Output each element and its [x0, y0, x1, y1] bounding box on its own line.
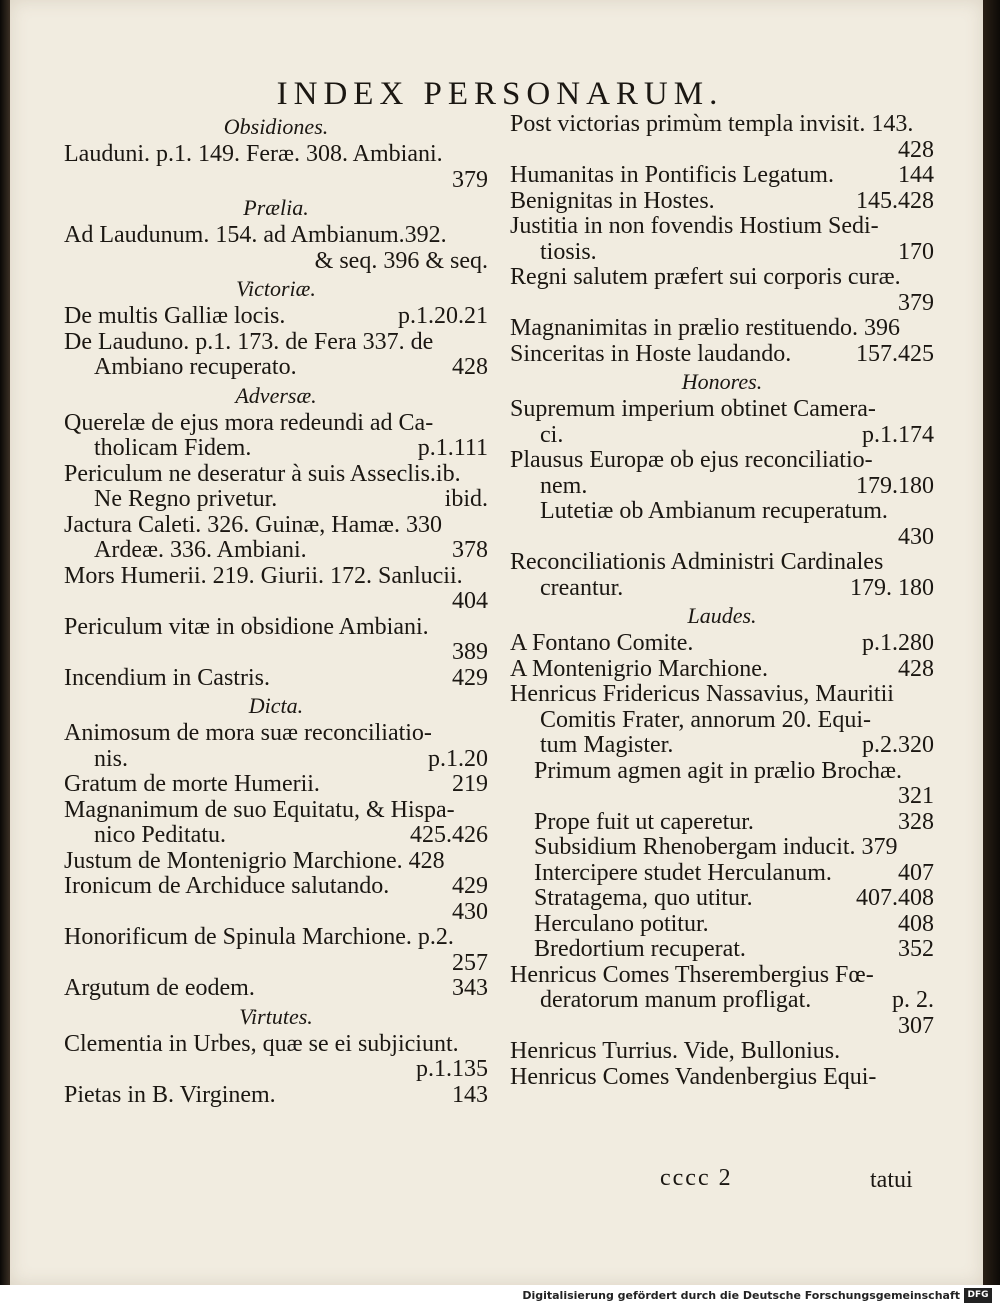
entry-text: A Montenigrio Marchione. — [510, 655, 768, 682]
index-entry — [510, 963, 934, 989]
index-entry — [510, 189, 934, 215]
entry-text: Magnanimum de suo Equitatu, & Hispa- — [64, 796, 455, 823]
page-edge — [983, 0, 1000, 1285]
index-entry — [64, 462, 488, 488]
entry-text: De Lauduno. p.1. 173. de Fera 337. de — [64, 328, 434, 355]
catchword: tatui — [870, 1167, 913, 1193]
entry-text: Benignitas in Hostes. — [510, 187, 715, 214]
index-entry — [510, 342, 934, 368]
dfg-logo: DFG — [964, 1288, 992, 1303]
section-heading — [64, 1002, 488, 1032]
index-entry-continuation — [510, 733, 934, 759]
page-number: p.1.174 — [862, 421, 934, 448]
entry-text: Bredortium recuperat. — [534, 936, 746, 962]
entry-text: tiosis. — [540, 238, 597, 265]
page-reference-line — [510, 291, 934, 317]
index-entry-continuation — [64, 747, 488, 773]
entry-text: Incendium in Castris. — [64, 664, 270, 691]
page-number: ibid. — [444, 486, 488, 512]
index-subentry — [510, 886, 934, 912]
entry-text: De multis Galliæ locis. — [64, 303, 286, 329]
entry-text: A Fontano Comite. — [510, 630, 694, 656]
entry-text: 404 — [452, 588, 488, 614]
entry-text: Ambiano recuperato. — [94, 354, 297, 380]
index-entry — [64, 1032, 488, 1058]
entry-text: 379 — [452, 166, 488, 193]
entry-text: 321 — [898, 783, 934, 809]
entry-text: Gratum de morte Humerii. — [64, 771, 320, 797]
footer-credit: Digitalisierung gefördert durch die Deutsche Forschungsgemeinschaft — [522, 1289, 960, 1302]
page-number: 425.426 — [410, 822, 488, 848]
entry-text: Post victorias primùm templa invisit. 143. — [510, 111, 914, 137]
entry-text: 430 — [452, 898, 488, 925]
page-number: p.1.20.21 — [398, 303, 488, 329]
index-entry — [64, 615, 488, 641]
page-number: 328 — [898, 808, 934, 835]
binding-gutter — [0, 0, 10, 1285]
index-entry-continuation — [510, 240, 934, 266]
index-entry-continuation — [510, 499, 934, 525]
footer-bar — [0, 1285, 1000, 1307]
entry-text: Obsidiones. — [223, 114, 329, 139]
entry-text: Prælia. — [243, 195, 309, 220]
index-subentry — [510, 937, 934, 963]
entry-text: Animosum de mora suæ reconciliatio- — [64, 720, 432, 746]
index-entry — [64, 330, 488, 356]
page-reference-line — [64, 249, 488, 275]
index-entry — [64, 142, 488, 168]
entry-text: Dicta. — [248, 693, 304, 718]
entry-text: Henricus Comes Vandenbergius Equi- — [510, 1063, 877, 1090]
page-reference-line — [510, 138, 934, 164]
page-number: p.1.111 — [417, 435, 488, 461]
index-subentry — [510, 759, 934, 785]
index-entry — [64, 564, 488, 590]
entry-text: Humanitas in Pontificis Legatum. — [510, 162, 834, 188]
page-header: INDEX PERSONARUM. — [276, 76, 724, 112]
entry-text: Reconciliationis Administri Cardinales — [510, 549, 884, 575]
page-number: 407 — [898, 859, 934, 886]
entry-text: Ardeæ. 336. Ambiani. — [94, 537, 307, 563]
entry-text: 307 — [898, 1012, 934, 1039]
entry-text: Ad Laudunum. 154. ad Ambianum.392. — [64, 222, 447, 248]
page-reference-line — [510, 1014, 934, 1040]
entry-text: Ironicum de Archiduce salutando. — [64, 873, 390, 899]
index-entry — [64, 925, 488, 951]
index-subentry — [510, 835, 934, 861]
page-number: p. 2. — [892, 987, 934, 1013]
entry-text: 379 — [898, 289, 934, 316]
entry-text: tum Magister. — [540, 732, 674, 758]
entry-text: Stratagema, quo utitur. — [534, 885, 753, 911]
entry-text: Periculum ne deseratur à suis Asseclis.ib. — [64, 460, 461, 487]
index-entry-continuation — [510, 423, 934, 449]
index-entry — [64, 849, 488, 875]
entry-text: Querelæ de ejus mora redeundi ad Ca- — [64, 409, 434, 436]
entry-text: deratorum manum profligat. — [540, 987, 812, 1013]
page-number: 343 — [452, 975, 488, 1001]
section-heading — [64, 274, 488, 304]
page-reference-line — [64, 1057, 488, 1083]
page-reference-line — [64, 640, 488, 666]
page-number: p.2.320 — [862, 732, 934, 758]
entry-text: creantur. — [540, 574, 624, 601]
entry-text: Prope fuit ut caperetur. — [534, 808, 754, 835]
entry-text: Lauduni. p.1. 149. Feræ. 308. Ambiani. — [64, 141, 443, 167]
index-entry — [64, 874, 488, 900]
page-number: 179. 180 — [850, 574, 934, 601]
entry-text: Herculano potitur. — [534, 910, 709, 937]
index-entry — [510, 631, 934, 657]
index-entry-continuation — [64, 823, 488, 849]
section-heading — [64, 691, 488, 721]
page-number: 179.180 — [856, 472, 934, 499]
entry-text: Intercipere studet Herculanum. — [534, 859, 832, 886]
entry-text: Mors Humerii. 219. Giurii. 172. Sanlucii. — [64, 562, 463, 589]
index-entry — [510, 1065, 934, 1091]
entry-text: Ne Regno privetur. — [94, 486, 278, 512]
page-number: 219 — [452, 771, 488, 797]
page-number: 378 — [452, 537, 488, 563]
page-reference-line — [510, 784, 934, 810]
index-entry — [64, 1083, 488, 1109]
entry-text: 389 — [452, 639, 488, 665]
index-entry — [64, 976, 488, 1002]
section-heading — [64, 193, 488, 223]
page-number: 429 — [452, 664, 488, 691]
page-number: 143 — [452, 1081, 488, 1108]
entry-text: 257 — [452, 949, 488, 976]
page-number: p.1.280 — [862, 630, 934, 656]
index-entry — [510, 550, 934, 576]
index-entry — [510, 316, 934, 342]
index-entry — [64, 798, 488, 824]
index-entry-continuation — [510, 576, 934, 602]
entry-text: Plausus Europæ ob ejus reconciliatio- — [510, 447, 873, 473]
entry-text: p.1.135 — [416, 1056, 488, 1082]
entry-text: Regni salutem præfert sui corporis curæ. — [510, 264, 901, 290]
index-entry — [510, 265, 934, 291]
entry-text: Henricus Turrius. Vide, Bullonius. — [510, 1038, 841, 1064]
section-heading — [64, 112, 488, 142]
entry-text: Argutum de eodem. — [64, 975, 255, 1001]
page-number: p.1.20 — [428, 745, 488, 772]
entry-text: nis. — [94, 745, 129, 772]
index-entry — [510, 448, 934, 474]
entry-text: Honorificum de Spinula Marchione. p.2. — [64, 924, 454, 950]
page-number: 170 — [898, 238, 934, 265]
entry-text: Lutetiæ ob Ambianum recuperatum. — [540, 498, 888, 524]
index-entry — [510, 214, 934, 240]
index-subentry — [510, 861, 934, 887]
entry-text: 428 — [898, 136, 934, 163]
index-entry-continuation — [510, 988, 934, 1014]
page-reference-line — [510, 525, 934, 551]
page-number: 428 — [898, 655, 934, 682]
entry-text: Justitia in non fovendis Hostium Sedi- — [510, 213, 879, 239]
index-entry — [510, 1039, 934, 1065]
page-number: 408 — [898, 910, 934, 937]
index-entry — [510, 112, 934, 138]
index-entry-continuation — [64, 436, 488, 462]
page-reference-line — [64, 951, 488, 977]
index-entry — [64, 513, 488, 539]
entry-text: Justum de Montenigrio Marchione. 428 — [64, 847, 445, 874]
entry-text: Virtutes. — [239, 1003, 313, 1029]
entry-text: Subsidium Rhenobergam inducit. 379 — [534, 834, 898, 860]
entry-text: Pietas in B. Virginem. — [64, 1081, 276, 1108]
entry-text: Sinceritas in Hoste laudando. — [510, 340, 792, 367]
index-subentry — [510, 912, 934, 938]
entry-text: Comitis Frater, annorum 20. Equi- — [540, 706, 871, 733]
index-entry — [510, 657, 934, 683]
page-number: 145.428 — [856, 187, 934, 214]
entry-text: ci. — [540, 421, 564, 448]
page-number: 428 — [452, 354, 488, 380]
index-entry — [64, 666, 488, 692]
left-column — [64, 112, 488, 1108]
index-entry — [64, 304, 488, 330]
entry-text: & seq. 396 & seq. — [314, 247, 488, 274]
entry-text: Periculum vitæ in obsidione Ambiani. — [64, 613, 429, 640]
page-number: 407.408 — [856, 885, 934, 911]
page-reference-line — [64, 168, 488, 194]
index-entry — [64, 721, 488, 747]
entry-text: nem. — [540, 472, 588, 499]
index-entry-continuation — [64, 538, 488, 564]
entry-text: 430 — [898, 523, 934, 550]
entry-text: Henricus Fridericus Nassavius, Mauritii — [510, 681, 894, 707]
entry-text: nico Peditatu. — [94, 822, 226, 848]
entry-text: Henricus Comes Thserembergius Fœ- — [510, 961, 874, 988]
index-entry — [510, 397, 934, 423]
entry-text: Supremum imperium obtinet Camera- — [510, 396, 876, 422]
page-number: 144 — [898, 162, 934, 188]
index-entry — [64, 411, 488, 437]
page-number: 429 — [452, 873, 488, 899]
page-reference-line — [64, 589, 488, 615]
entry-text: Adversæ. — [235, 382, 317, 408]
index-entry — [510, 163, 934, 189]
entry-text: Laudes. — [687, 603, 757, 628]
entry-text: Jactura Caleti. 326. Guinæ, Hamæ. 330 — [64, 511, 442, 538]
section-heading — [64, 381, 488, 411]
entry-text: tholicam Fidem. — [94, 435, 252, 461]
entry-text: Magnanimitas in prælio restituendo. 396 — [510, 315, 900, 341]
section-heading — [510, 601, 934, 631]
index-entry — [510, 682, 934, 708]
index-entry — [64, 223, 488, 249]
entry-text: Victoriæ. — [236, 276, 316, 301]
entry-text: Honores. — [681, 369, 763, 394]
section-heading — [510, 367, 934, 397]
index-subentry — [510, 810, 934, 836]
page-number: 157.425 — [856, 340, 934, 367]
entry-text: Clementia in Urbes, quæ se ei subjiciunt. — [64, 1030, 459, 1057]
page-number: 352 — [898, 936, 934, 962]
index-entry-continuation — [510, 474, 934, 500]
signature-mark: cccc 2 — [660, 1165, 733, 1191]
index-entry — [64, 772, 488, 798]
page-reference-line — [64, 900, 488, 926]
index-entry-continuation — [64, 487, 488, 513]
right-column — [510, 112, 934, 1090]
index-entry-continuation — [510, 708, 934, 734]
entry-text: Primum agmen agit in prælio Brochæ. — [534, 757, 902, 784]
index-entry-continuation — [64, 355, 488, 381]
